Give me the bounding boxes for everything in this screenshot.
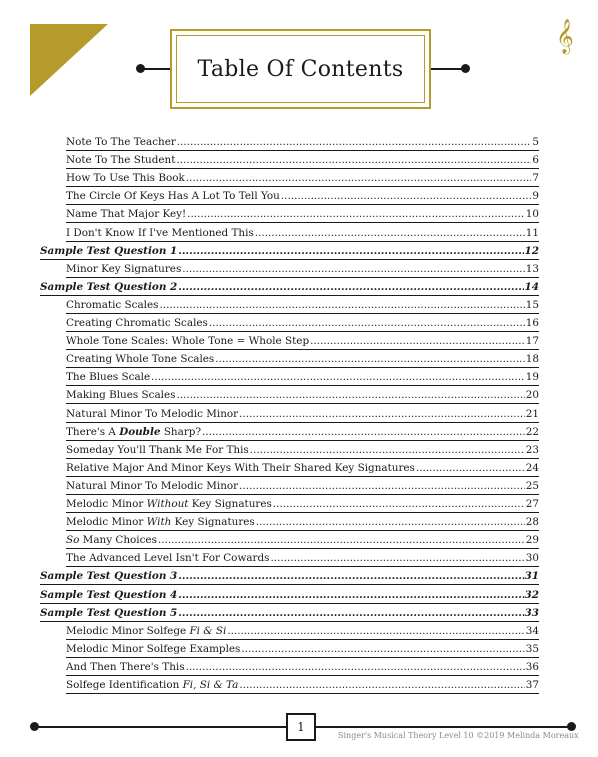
toc-entry — [66, 205, 539, 223]
toc-leader-dots — [416, 459, 525, 477]
toc-title-segment: Making Blues Scales — [66, 389, 176, 402]
toc-title-segment: Many Choices — [79, 534, 157, 547]
toc-entry-title — [40, 586, 177, 604]
toc-leader-dots — [227, 622, 524, 640]
toc-entry — [66, 477, 539, 495]
toc-title-segment: Note To The Student — [66, 154, 176, 167]
toc-leader-dots — [187, 205, 525, 223]
toc-title-segment: So — [66, 534, 80, 547]
toc-entry-title — [40, 604, 177, 622]
toc-title-segment: Creating Chromatic Scales — [66, 317, 208, 329]
toc-page-number: 12 — [524, 244, 539, 257]
toc-entry-title — [66, 549, 269, 567]
page-number: 1 — [297, 720, 305, 734]
toc-entry-title — [66, 441, 249, 459]
toc-leader-dots — [270, 549, 524, 567]
toc-title-segment: Chromatic Scales — [66, 298, 159, 311]
toc-page-number: 22 — [525, 425, 539, 438]
toc-title-segment: Whole Tone Scales: Whole Tone = Whole Step — [66, 335, 310, 348]
toc-entry-title — [66, 459, 415, 477]
toc-entry-title — [66, 676, 238, 694]
toc-entry — [66, 640, 539, 658]
toc-leader-dots — [239, 477, 525, 495]
toc-title-segment: Sample Test Question 4 — [40, 588, 178, 601]
toc-entry — [66, 531, 539, 549]
toc-title-segment: Relative Major And Minor Keys With Their Shared Key Signatures — [66, 461, 415, 474]
gold-corner-triangle — [0, 0, 110, 96]
toc-page-number: 20 — [525, 389, 539, 402]
toc-leader-dots — [178, 604, 523, 622]
toc-title-segment: Natural Minor To Melodic Minor — [66, 479, 239, 492]
toc-leader-dots — [255, 224, 525, 242]
toc-entry-title — [40, 278, 177, 296]
toc-title-segment: With — [146, 516, 172, 529]
toc-title-segment: Key Signatures — [188, 498, 272, 510]
toc-leader-dots — [273, 495, 525, 513]
toc-page-number: 15 — [525, 298, 539, 311]
toc-page-number: 35 — [525, 642, 539, 655]
toc-page-number: 11 — [525, 226, 539, 239]
toc-entry-title — [66, 224, 254, 242]
toc-leader-dots — [177, 133, 532, 151]
toc-entry — [66, 495, 539, 513]
toc-entry-title — [66, 658, 185, 676]
toc-title-segment: Solfege Identification — [66, 679, 183, 691]
toc-title-segment: Melodic Minor — [66, 516, 147, 529]
toc-page-number: 5 — [532, 136, 539, 148]
toc-page-number: 27 — [525, 498, 539, 510]
toc-entry-title — [40, 567, 177, 585]
toc-entry — [66, 224, 539, 242]
toc-leader-dots — [158, 531, 525, 549]
toc-entry — [66, 314, 539, 332]
toc-leader-dots — [159, 296, 524, 314]
toc-page-number: 17 — [525, 335, 539, 348]
page-number-box — [286, 713, 316, 741]
toc-section-entry — [40, 586, 539, 604]
toc-leader-dots — [186, 658, 525, 676]
toc-entry — [66, 676, 539, 694]
toc-title-segment: Minor Key Signatures — [66, 262, 182, 275]
toc-entry-title — [66, 368, 150, 386]
toc-title-segment: How To Use This Book — [66, 172, 185, 185]
toc-leader-dots — [256, 513, 525, 531]
toc-entry — [66, 513, 539, 531]
toc-section-entry — [40, 604, 539, 622]
toc-title-segment: The Blues Scale — [66, 371, 151, 384]
toc-title-segment: Sharp? — [160, 425, 202, 438]
toc-entry-title — [66, 332, 309, 350]
toc-entry — [66, 169, 539, 187]
toc-entry — [66, 296, 539, 314]
toc-entry — [66, 260, 539, 278]
toc-title-segment: Note To The Teacher — [66, 136, 176, 148]
toc-page-number: 25 — [525, 479, 539, 492]
toc-page-number: 30 — [525, 552, 539, 565]
toc-page-number: 24 — [525, 461, 539, 474]
toc-leader-dots — [202, 423, 525, 441]
toc-leader-dots — [250, 441, 525, 459]
toc-title-segment: Name That Major Key! — [66, 208, 187, 221]
toc-entry — [66, 187, 539, 205]
toc-leader-dots — [151, 368, 525, 386]
toc-underline — [66, 693, 539, 694]
toc-leader-dots — [310, 332, 525, 350]
toc-entry-title — [66, 495, 272, 513]
toc-page-number: 34 — [525, 624, 539, 637]
toc-leader-dots — [176, 386, 524, 404]
toc-entry-title — [66, 640, 240, 658]
toc-leader-dots — [209, 314, 525, 332]
treble-clef-icon: 𝄞 — [556, 19, 574, 54]
toc-entry-title — [66, 169, 185, 187]
toc-entry — [66, 405, 539, 423]
toc-entry-title — [66, 405, 238, 423]
toc-entry-title — [66, 622, 226, 640]
toc-entry — [66, 151, 539, 169]
toc-title-segment: And Then There's This — [66, 660, 185, 673]
toc-page-number: 32 — [524, 588, 539, 601]
toc-title-segment: Without — [146, 498, 189, 510]
toc-leader-dots — [281, 187, 532, 205]
toc-entry — [66, 368, 539, 386]
toc-title-segment: Fi & Si — [189, 624, 227, 637]
toc-title-segment: Natural Minor To Melodic Minor — [66, 407, 239, 420]
toc-entry-title — [66, 350, 214, 368]
toc-entry-title — [66, 386, 175, 404]
toc-title-segment: Key Signatures — [171, 516, 255, 529]
toc-entry-title — [40, 242, 177, 260]
toc-entry — [66, 658, 539, 676]
header-rule-end-left — [136, 64, 145, 73]
toc-page-number: 36 — [525, 660, 539, 673]
toc-title-segment: The Advanced Level Isn't For Cowards — [66, 552, 270, 565]
toc-entry-title — [66, 151, 175, 169]
toc-leader-dots — [178, 567, 523, 585]
toc-page-number: 14 — [524, 280, 539, 293]
toc-entry — [66, 549, 539, 567]
toc-page-number: 19 — [525, 371, 539, 384]
toc-page-number: 21 — [525, 407, 539, 420]
toc-entry-title — [66, 531, 157, 549]
toc-section-entry — [40, 567, 539, 585]
toc-entry — [66, 386, 539, 404]
toc-entry — [66, 423, 539, 441]
toc-title-segment: Melodic Minor Solfege — [66, 624, 190, 637]
toc-page-number: 31 — [524, 570, 539, 583]
toc-leader-dots — [239, 405, 525, 423]
toc-leader-dots — [178, 278, 523, 296]
toc-entry — [66, 459, 539, 477]
toc-leader-dots — [178, 242, 523, 260]
toc-entry-title — [66, 477, 238, 495]
footer-rule-end-left — [30, 722, 39, 731]
toc-entry-title — [66, 513, 255, 531]
title-frame — [170, 29, 431, 109]
toc-title-segment: Sample Test Question 2 — [40, 280, 178, 293]
toc-title-segment: The Circle Of Keys Has A Lot To Tell You — [66, 190, 280, 203]
toc-title-segment: Someday You'll Thank Me For This — [66, 443, 249, 456]
toc-title-segment: Melodic Minor Solfege Examples — [66, 642, 241, 655]
toc-page-number: 33 — [524, 606, 539, 619]
toc-title-segment: Sample Test Question 1 — [40, 244, 178, 257]
toc-entry-title — [66, 296, 158, 314]
toc-title-segment: Creating Whole Tone Scales — [66, 353, 215, 366]
toc-entry — [66, 622, 539, 640]
toc-leader-dots — [241, 640, 524, 658]
toc-title-segment: I Don't Know If I've Mentioned This — [66, 226, 254, 239]
toc-entry — [66, 332, 539, 350]
toc-page-number: 28 — [525, 516, 539, 529]
header-rule-end-right — [461, 64, 470, 73]
toc-page-number: 13 — [525, 262, 539, 275]
toc-leader-dots — [176, 151, 531, 169]
toc-entry — [66, 441, 539, 459]
toc-title-segment: Fi, Si & Ta — [182, 679, 239, 691]
toc-section-entry — [40, 242, 539, 260]
toc-page-number: 7 — [532, 172, 539, 185]
footer-rule-end-right — [567, 722, 576, 731]
toc-page-number: 6 — [532, 154, 539, 167]
toc-entry-title — [66, 205, 186, 223]
toc-leader-dots — [186, 169, 532, 187]
toc-title-segment: Melodic Minor — [66, 498, 147, 510]
toc-page-number: 18 — [525, 353, 539, 366]
toc-leader-dots — [215, 350, 524, 368]
toc-title-segment: There's A — [66, 425, 120, 438]
toc-entry — [66, 350, 539, 368]
page-title: Table Of Contents — [197, 56, 404, 82]
toc-title-segment: Sample Test Question 5 — [40, 606, 178, 619]
toc-section-entry — [40, 278, 539, 296]
toc-page-number: 29 — [525, 534, 539, 547]
toc-page-number: 16 — [525, 317, 539, 329]
toc-page-number: 10 — [525, 208, 539, 221]
toc-title-segment: Double — [119, 425, 161, 438]
toc-title-segment: Sample Test Question 3 — [40, 570, 178, 583]
toc-leader-dots — [239, 676, 524, 694]
toc-leader-dots — [182, 260, 524, 278]
toc-entry-title — [66, 133, 176, 151]
footer-credit: Singer's Musical Theory Level 10 ©2019 Melinda Moreaux — [338, 731, 579, 740]
toc-entry-title — [66, 423, 201, 441]
toc-entry-title — [66, 260, 181, 278]
toc-page-number: 23 — [525, 443, 539, 456]
toc-entry-title — [66, 314, 208, 332]
toc-leader-dots — [178, 586, 523, 604]
toc-entry — [66, 133, 539, 151]
toc-entry-title — [66, 187, 280, 205]
toc-page-number: 37 — [525, 679, 539, 691]
toc-page-number: 9 — [532, 190, 539, 203]
